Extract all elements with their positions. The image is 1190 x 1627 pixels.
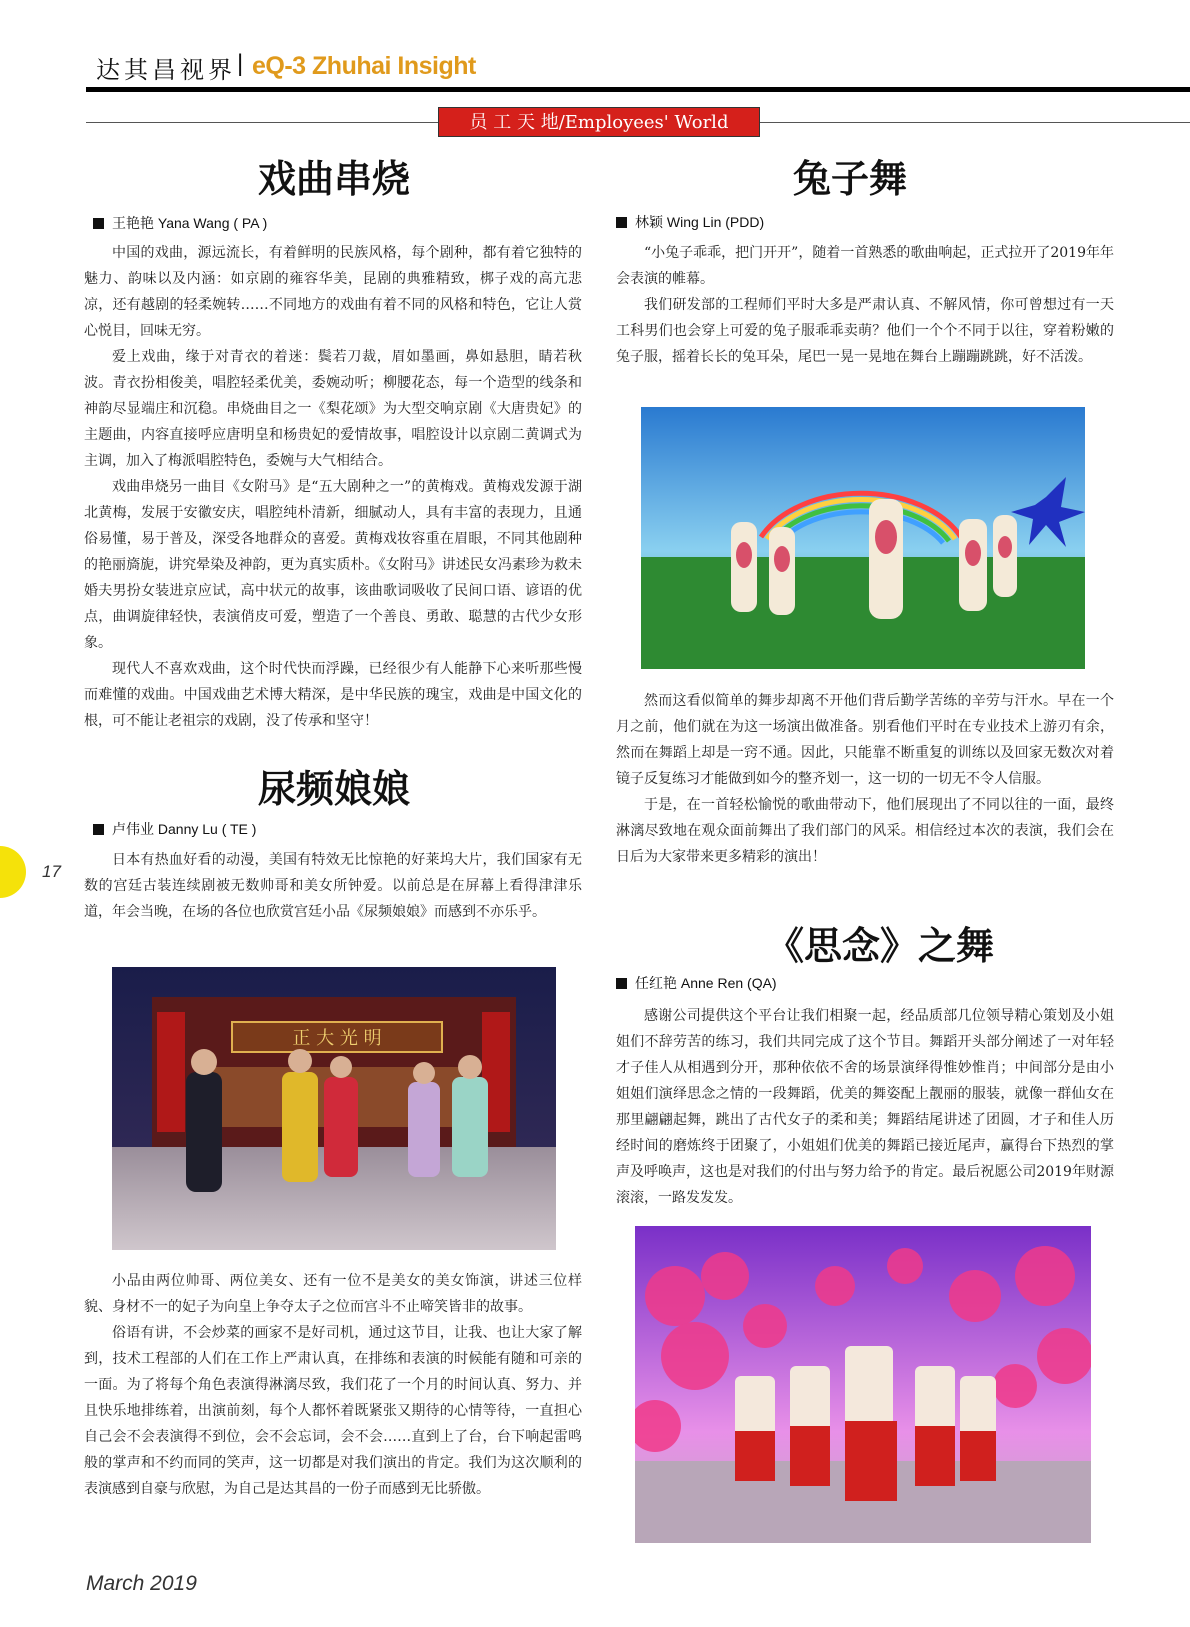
author-bullet-icon — [616, 217, 627, 228]
sinian-dance-illustration — [635, 1226, 1091, 1543]
page-tab — [0, 846, 26, 898]
header-rule — [86, 87, 1190, 92]
article-author-tuzi — [616, 212, 764, 232]
issue-date: March 2019 — [86, 1572, 197, 1595]
paragraph: 日本有热血好看的动漫，美国有特效无比惊艳的好莱坞大片，我们国家有无数的宫廷古装连续剧被无数帅哥和美女所钟爱。以前总是在屏幕上看得津津乐道，年会当晚，在场的各位也欣赏宫廷小品《尿频娘娘》而感到不亦乐乎。 — [84, 852, 582, 920]
paragraph: 中国的戏曲，源远流长，有着鲜明的民族风格，每个剧种，都有着它独特的魅力、韵味以及内涵：如京剧的雍容华美，昆剧的典雅精致，梆子戏的高亢悲凉，还有越剧的轻柔婉转……不同地方的戏曲有着不同的风格和特色，它让人赏心悦目，回味无穷。 — [84, 245, 582, 339]
article-body-niaopin-top — [84, 847, 582, 925]
author-bullet-icon — [93, 218, 104, 229]
article-body-tuzi-bottom — [616, 688, 1114, 870]
article-body-xiqu — [84, 240, 582, 734]
section-label: 员 工 天 地/Employees' World — [438, 107, 760, 137]
palace-sketch-illustration — [112, 967, 556, 1250]
photo-palace-sketch — [112, 967, 556, 1250]
magazine-title-en: eQ-3 Zhuhai Insight — [252, 52, 476, 80]
article-author-xiqu — [93, 213, 267, 233]
article-title-niaopin: 尿频娘娘 — [257, 766, 410, 811]
magazine-title-cn: 达其昌视界 — [96, 56, 236, 84]
photo-sinian-dance — [635, 1226, 1091, 1543]
photo-bunny-dance — [641, 407, 1085, 669]
paragraph: 小品由两位帅哥、两位美女、还有一位不是美女的美女饰演，讲述三位样貌、身材不一的妃子为向皇上争夺太子之位而宫斗不止啼笑皆非的故事。 — [84, 1273, 582, 1315]
article-body-sinian — [616, 1003, 1114, 1211]
author-bullet-icon — [93, 824, 104, 835]
paragraph: “小兔子乖乖，把门开开”，随着一首熟悉的歌曲响起，正式拉开了2019年年会表演的帷幕。 — [616, 245, 1114, 287]
header-separator: | — [237, 50, 244, 77]
paragraph: 感谢公司提供这个平台让我们相聚一起，经品质部几位领导精心策划及小姐姐们不辞劳苦的练习，我们共同完成了这个节目。舞蹈开头部分阐述了一对年轻才子佳人从相遇到分开，那种依依不舍的场景演绎得惟妙惟肖；中间部分是由小姐姐们演绎思念之情的一段舞蹈，优美的舞姿配上靓丽的服装，就像一群仙女在那里翩翩起舞，跳出了古代女子的柔和美；舞蹈结尾讲述了团圆，才子和佳人历经时间的磨炼终于团聚了，小姐姐们优美的舞蹈已接近尾声，赢得台下热烈的掌声及呼唤声，这也是对我们的付出与努力给予的肯定。最后祝愿公司2019年财源滚滚，一路发发发。 — [616, 1008, 1114, 1206]
page-number: 17 — [42, 862, 61, 881]
photo-sign: 正 大 光 明 — [292, 1028, 382, 1049]
paragraph: 爱上戏曲，缘于对青衣的着迷：鬓若刀裁，眉如墨画，鼻如悬胆，睛若秋波。青衣扮相俊美，唱腔轻柔优美，委婉动听；柳腰花态，每一个造型的线条和神韵尽显端庄和沉稳。串烧曲目之一《梨花颂》为大型交响京剧《大唐贵妃》的主题曲，内容直接呼应唐明皇和杨贵妃的爱情故事，唱腔设计以京剧二黄调式为主调，加入了梅派唱腔特色，委婉与大气相结合。 — [84, 349, 582, 469]
bunny-dance-illustration — [641, 407, 1085, 669]
author-name: 林颖 Wing Lin (PDD) — [635, 214, 765, 230]
article-title-xiqu: 戏曲串烧 — [257, 156, 410, 201]
paragraph: 戏曲串烧另一曲目《女附马》是“五大剧种之一”的黄梅戏。黄梅戏发源于湖北黄梅，发展于安徽安庆，唱腔纯朴清新，细腻动人，具有丰富的表现力，且通俗易懂，易于普及，深受各地群众的喜爱。黄梅戏妆容重在眉眼，不同其他剧种的艳丽旖旎，讲究晕染及神韵，更为真实质朴。《女附马》讲述民女冯素珍为救未婚夫男扮女装进京应试，高中状元的故事，该曲歌词吸收了民间口语、谚语的优点，曲调旋律轻快，表演俏皮可爱，塑造了一个善良、勇敢、聪慧的古代少女形象。 — [84, 479, 582, 651]
paragraph: 俗语有讲，不会炒菜的画家不是好司机，通过这节目，让我、也让大家了解到，技术工程部的人们在工作上严肃认真，在排练和表演的时候能有随和可亲的一面。为了将每个角色表演得淋漓尽致，我们花了一个月的时间认真、努力、并且快乐地排练着，出演前刻，每个人都怀着既紧张又期待的心情等待，一直担心自己会不会表演得不到位，会不会忘词，会不会……直到上了台，台下响起雷鸣般的掌声和不约而同的笑声，这一切都是对我们演出的肯定。我们为这次顺利的表演感到自豪与欣慰，为自己是达其昌的一份子而感到无比骄傲。 — [84, 1325, 582, 1497]
paragraph: 然而这看似简单的舞步却离不开他们背后勤学苦练的辛劳与汗水。早在一个月之前，他们就在为这一场演出做准备。别看他们平时在专业技术上游刃有余，然而在舞蹈上却是一窍不通。因此，只能靠不断重复的训练以及回家无数次对着镜子反复练习才能做到如今的整齐划一，这一切的一切无不令人信服。 — [616, 693, 1114, 787]
article-body-niaopin-bottom — [84, 1268, 582, 1502]
paragraph: 于是，在一首轻松愉悦的歌曲带动下，他们展现出了不同以往的一面，最终淋漓尽致地在观众面前舞出了我们部门的风采。相信经过本次的表演，我们会在日后为大家带来更多精彩的演出！ — [616, 797, 1114, 865]
article-author-sinian — [616, 973, 777, 993]
author-name: 任红艳 Anne Ren (QA) — [635, 975, 777, 991]
article-body-tuzi-top — [616, 240, 1114, 370]
author-name: 王艳艳 Yana Wang ( PA ) — [112, 215, 268, 231]
author-name: 卢伟业 Danny Lu ( TE ) — [112, 821, 257, 837]
article-title-tuzi: 兔子舞 — [792, 156, 907, 201]
author-bullet-icon — [616, 978, 627, 989]
paragraph: 我们研发部的工程师们平时大多是严肃认真、不解风情，你可曾想过有一天工科男们也会穿上可爱的兔子服乖乖卖萌？他们一个个不同于以往，穿着粉嫩的兔子服，摇着长长的兔耳朵，尾巴一晃一晃地在舞台上蹦蹦跳跳，好不活泼。 — [616, 297, 1114, 365]
paragraph: 现代人不喜欢戏曲，这个时代快而浮躁，已经很少有人能静下心来听那些慢而难懂的戏曲。中国戏曲艺术博大精深，是中华民族的瑰宝，戏曲是中国文化的根，可不能让老祖宗的戏剧，没了传承和坚守！ — [84, 661, 582, 729]
article-title-sinian: 《思念》之舞 — [765, 923, 994, 968]
article-author-niaopin — [93, 819, 256, 839]
